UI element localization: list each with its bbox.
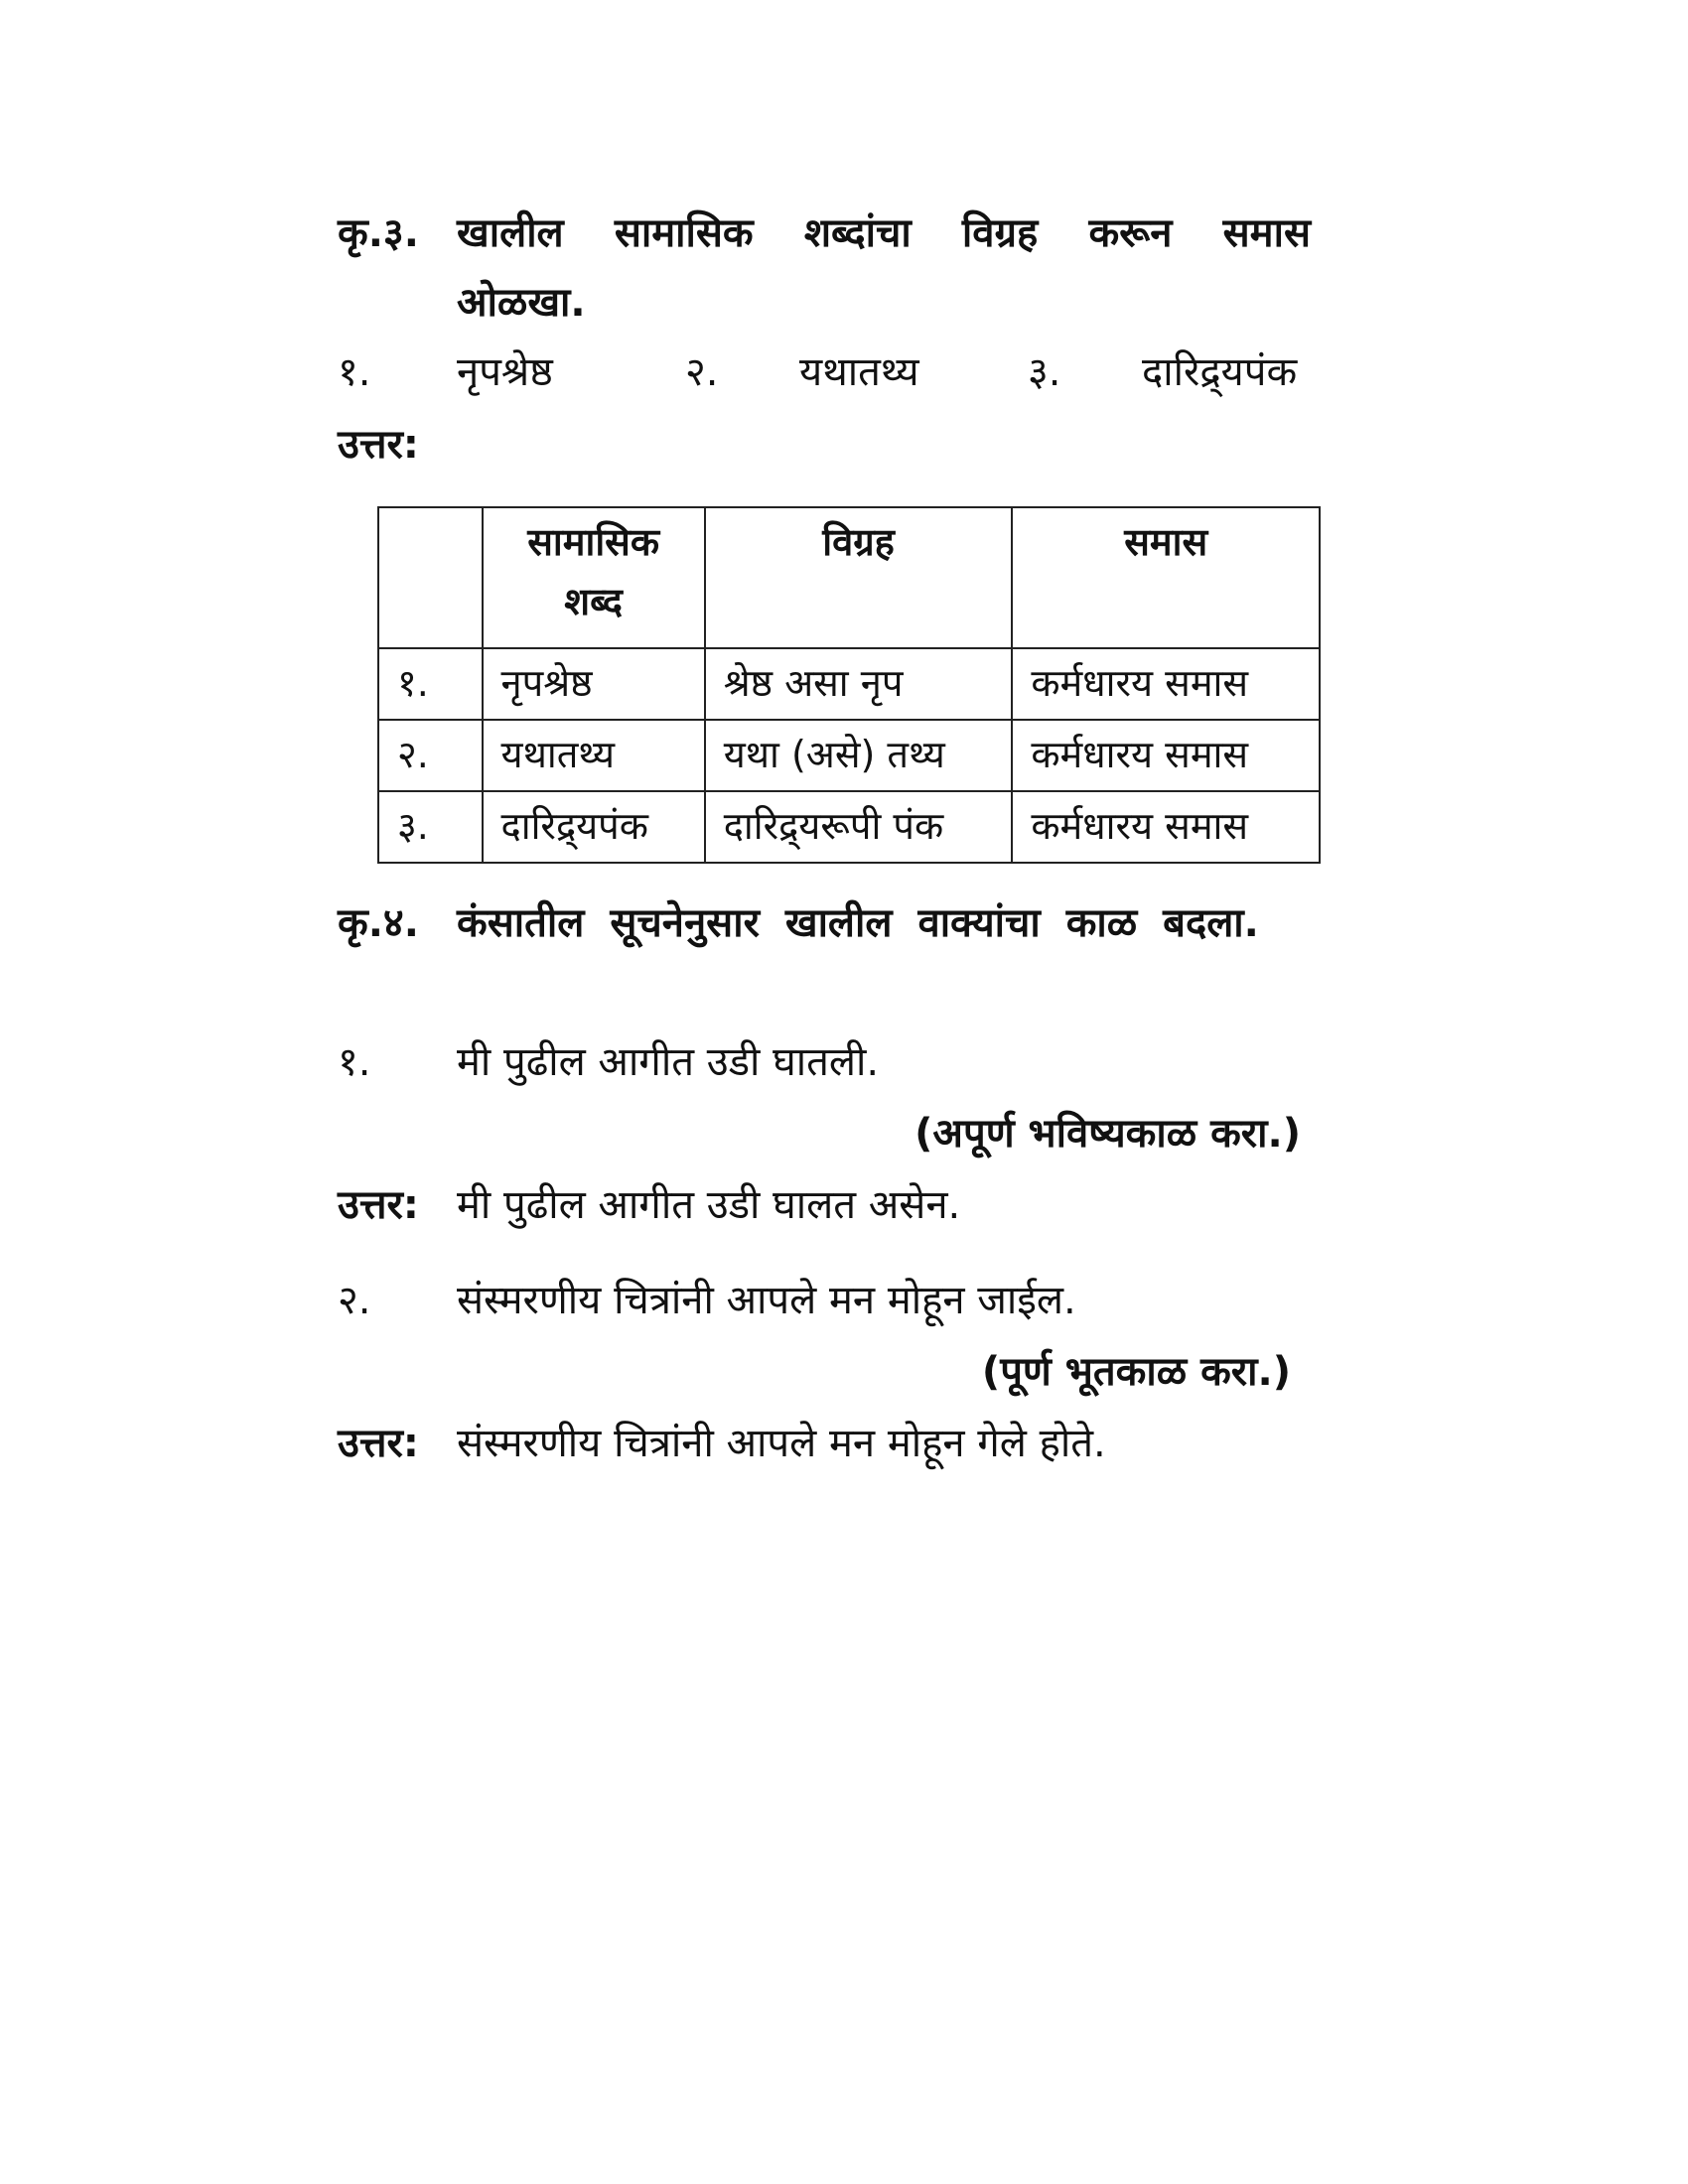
table-header-row bbox=[378, 507, 1320, 648]
question-4-text: कंसातील सूचनेनुसार खालील वाक्यांचा काळ बदला. bbox=[457, 900, 1259, 946]
table-row bbox=[378, 791, 1320, 863]
row-3-serial: ३. bbox=[378, 791, 483, 863]
question-3-words bbox=[338, 342, 1321, 402]
item-1-number: १. bbox=[338, 1039, 371, 1085]
row-3-word: दारिद्र्यपंक bbox=[483, 791, 705, 863]
question-4-heading bbox=[338, 888, 1311, 958]
item-1-answer: मी पुढील आगीत उडी घालत असेन. bbox=[457, 1182, 961, 1228]
question-3-heading bbox=[338, 199, 1311, 338]
item-2-instruction: (पूर्ण भूतकाळ करा.) bbox=[981, 1349, 1291, 1395]
item-2-sentence: संस्मरणीय चित्रांनी आपले मन मोहून जाईल. bbox=[457, 1278, 1076, 1323]
item-2-answer: संस्मरणीय चित्रांनी आपले मन मोहून गेले होते. bbox=[457, 1421, 1106, 1466]
question-3-answer-label: उत्तर: bbox=[338, 422, 419, 468]
header-samasik-shabd: सामासिक शब्द bbox=[483, 507, 705, 648]
row-2-samas: कर्मधारय समास bbox=[1012, 720, 1320, 791]
word-2: यथातथ्य bbox=[799, 349, 919, 395]
row-1-vigraha: श्रेष्ठ असा नृप bbox=[705, 648, 1013, 720]
word-3: दारिद्र्यपंक bbox=[1142, 349, 1298, 395]
question-4-number: कृ.४. bbox=[338, 900, 419, 946]
item-1-instruction: (अपूर्ण भविष्यकाळ करा.) bbox=[914, 1111, 1301, 1157]
item-2-answer-label: उत्तर: bbox=[338, 1421, 419, 1466]
row-1-serial: १. bbox=[378, 648, 483, 720]
word-1-number: १. bbox=[338, 349, 371, 395]
table-row bbox=[378, 720, 1320, 791]
row-3-samas: कर्मधारय समास bbox=[1012, 791, 1320, 863]
item-2-number: २. bbox=[338, 1278, 371, 1323]
row-3-vigraha: दारिद्र्यरूपी पंक bbox=[705, 791, 1013, 863]
table-row bbox=[378, 648, 1320, 720]
row-2-word: यथातथ्य bbox=[483, 720, 705, 791]
item-1-sentence: मी पुढील आगीत उडी घातली. bbox=[457, 1039, 880, 1085]
row-1-word: नृपश्रेष्ठ bbox=[483, 648, 705, 720]
row-2-vigraha: यथा (असे) तथ्य bbox=[705, 720, 1013, 791]
word-2-number: २. bbox=[685, 349, 719, 395]
item-1-answer-label: उत्तर: bbox=[338, 1182, 419, 1228]
header-samas: समास bbox=[1012, 507, 1320, 648]
header-vigraha: विग्रह bbox=[705, 507, 1013, 648]
question-3-text: खालील सामासिक शब्दांचा विग्रह करून समास ओळखा. bbox=[457, 210, 1311, 326]
word-3-number: ३. bbox=[1028, 349, 1061, 395]
samas-table bbox=[377, 506, 1321, 864]
row-2-serial: २. bbox=[378, 720, 483, 791]
question-3-number: कृ.३. bbox=[338, 210, 419, 256]
row-1-samas: कर्मधारय समास bbox=[1012, 648, 1320, 720]
header-serial bbox=[378, 507, 483, 648]
word-1: नृपश्रेष्ठ bbox=[457, 349, 553, 395]
